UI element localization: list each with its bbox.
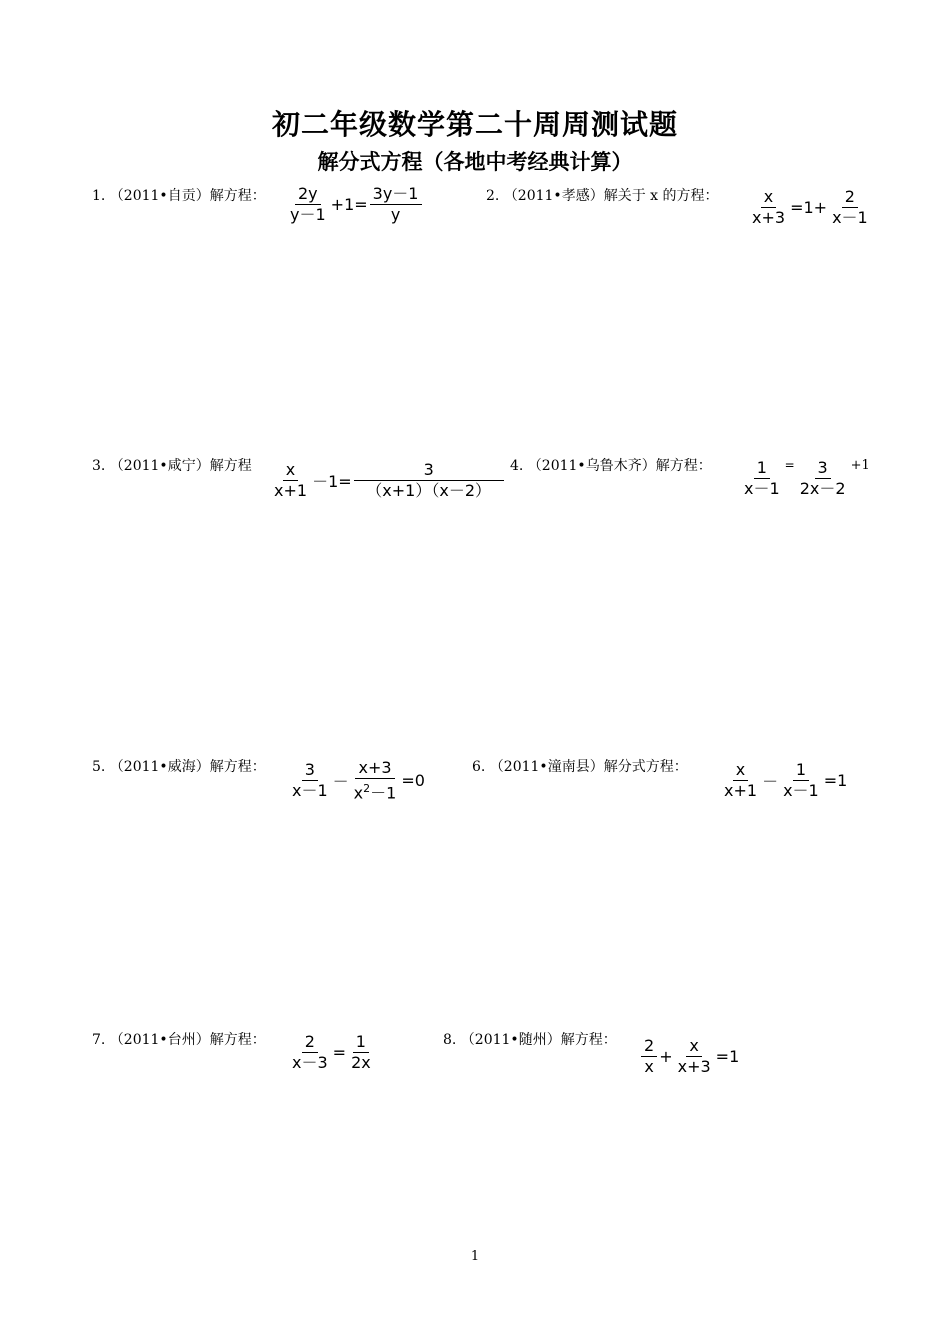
operator: － [762, 772, 779, 791]
page-number: 1 [470, 1249, 480, 1264]
fraction: $\frac{2y}{y-1}$ [290, 184, 326, 224]
problem-6-label: 6. （2011•潼南县）解分式方程： [472, 759, 688, 775]
fraction: $\frac{2}{x-3}$ [292, 1032, 328, 1072]
operator: － [332, 772, 349, 792]
fraction: $\frac{x}{x+3}$ [752, 187, 786, 227]
fraction: $\frac{1}{x-1}$ [744, 458, 780, 498]
problem-3-label: 3. （2011•咸宁）解方程 [92, 458, 252, 474]
fraction: $\frac{3}{(x+1)(x-2)}$ [354, 460, 504, 501]
equation-2 [748, 187, 872, 228]
fraction: $\frac{3}{2x-2}$ [799, 458, 846, 498]
operator: =1 [823, 771, 848, 790]
operator: =0 [401, 771, 425, 791]
fraction: $\frac{x}{x+3}$ [677, 1036, 711, 1076]
fraction: $\frac{3y-1}{y}$ [370, 184, 422, 225]
problem-5-label: 5. （2011•威海）解方程： [92, 759, 266, 775]
fraction: $\frac{x+3}{x^2-1}$ [353, 758, 397, 803]
equation-7 [288, 1032, 375, 1073]
operator: +1 [850, 458, 870, 473]
equation-4 [740, 458, 871, 499]
fraction: $\frac{x}{x+1}$ [724, 760, 758, 800]
equation-1 [286, 184, 423, 225]
problem-4-label: 4. （2011•乌鲁木齐）解方程： [510, 458, 712, 474]
equation-5 [288, 758, 426, 803]
problem-7-label: 7. （2011•台州）解方程： [92, 1032, 266, 1048]
fraction: $\frac{1}{x-1}$ [783, 760, 819, 800]
operator: +1= [330, 195, 368, 214]
equation-8 [640, 1036, 740, 1077]
problem-8-label: 8. （2011•随州）解方程： [443, 1032, 617, 1048]
operator: = [784, 458, 795, 472]
problem-1-label: 1. （2011•自贡）解方程： [92, 188, 266, 204]
operator: + [659, 1047, 673, 1066]
fraction: $\frac{x}{x+1}$ [274, 460, 308, 500]
page-subtitle: 解分式方程（各地中考经典计算） [317, 149, 633, 174]
fraction: $\frac{1}{2x}$ [351, 1032, 371, 1072]
equation-6 [720, 760, 848, 801]
page-title: 初二年级数学第二十周周测试题 [271, 108, 678, 141]
equation-3 [270, 460, 505, 501]
operator: =1 [715, 1047, 740, 1066]
problem-2-label: 2. （2011•孝感）解关于 x 的方程： [486, 188, 719, 204]
operator: －1= [312, 472, 352, 491]
operator: =1+ [790, 198, 828, 217]
fraction: $\frac{3}{x-1}$ [292, 760, 328, 801]
fraction: $\frac{2}{x}$ [641, 1036, 657, 1077]
fraction: $\frac{2}{x-1}$ [832, 187, 868, 227]
operator: = [332, 1043, 347, 1062]
